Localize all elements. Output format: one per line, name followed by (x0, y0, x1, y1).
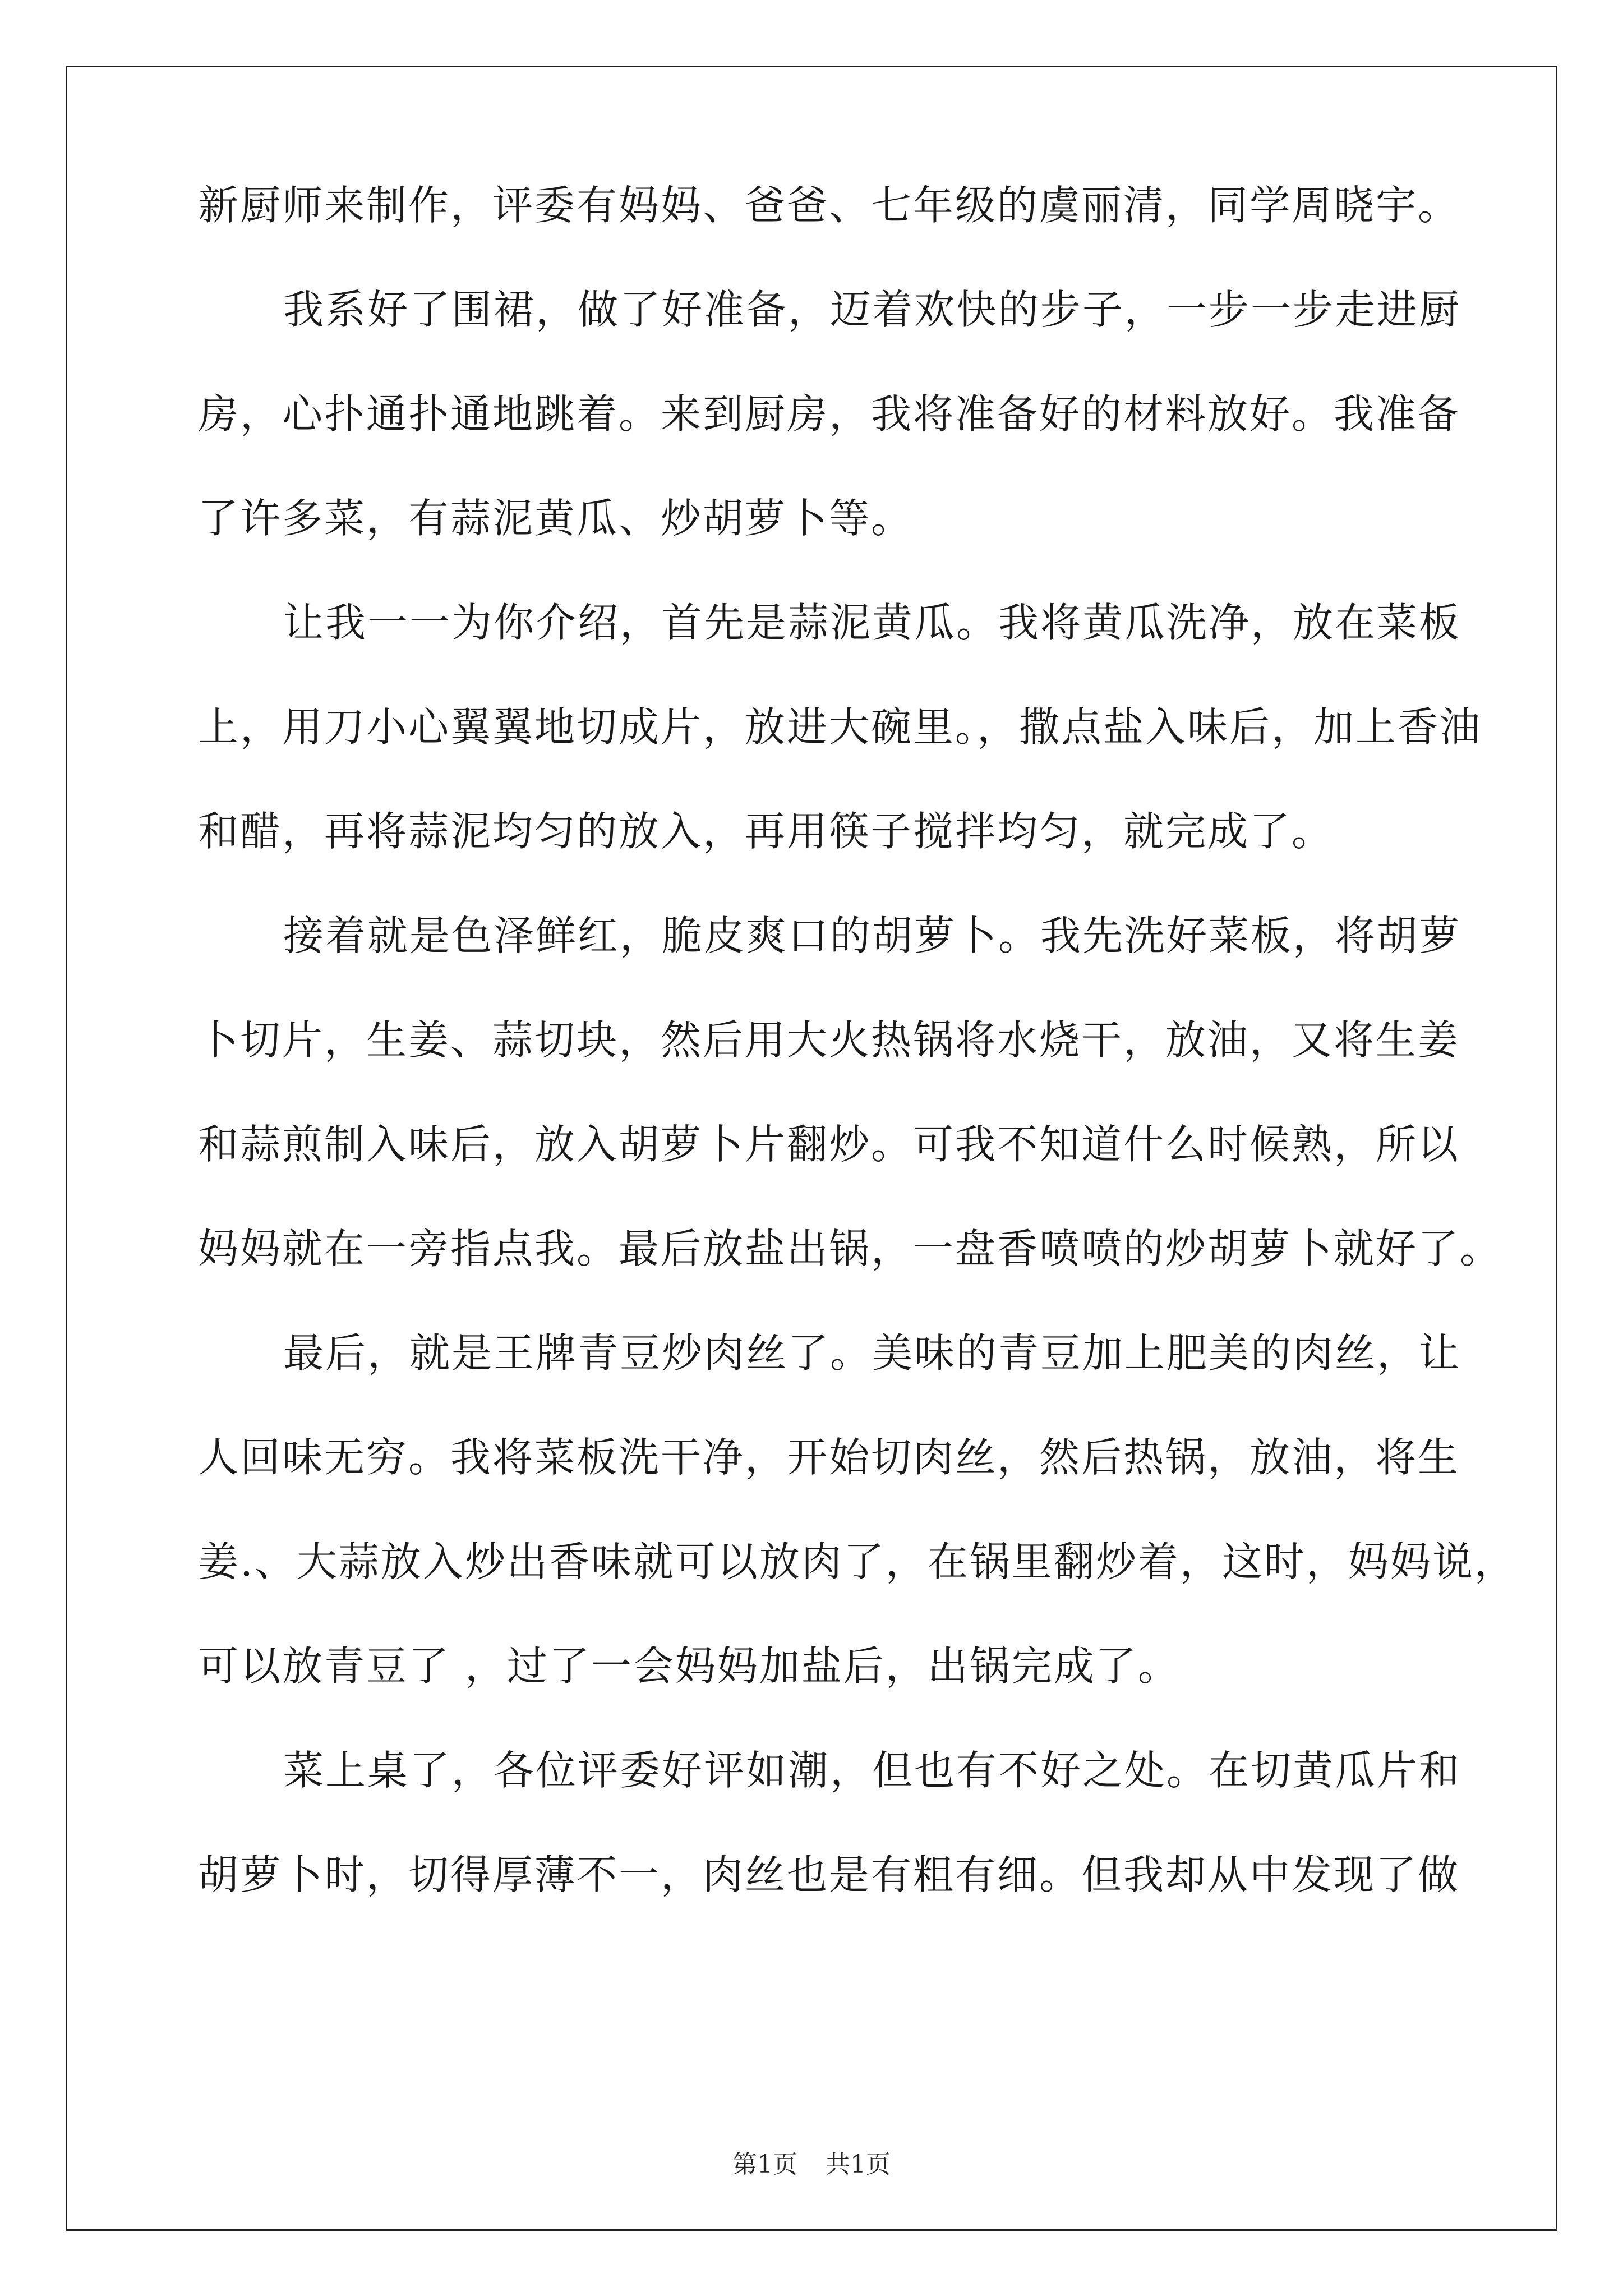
text-line: 我系好了围裙，做了好准备，迈着欢快的步子，一步一步走进厨 (283, 286, 1461, 333)
text-line: 妈妈就在一旁指点我。最后放盐出锅，一盘香喷喷的炒胡萝卜就好了。 (198, 1225, 1502, 1272)
text-line: 姜.、大蒜放入炒出香味就可以放肉了，在锅里翻炒着，这时，妈妈说， (198, 1538, 1516, 1585)
text-line: 人回味无穷。我将菜板洗干净，开始切肉丝，然后热锅，放油，将生 (198, 1434, 1460, 1481)
text-line: 可以放青豆了 ，过了一会妈妈加盐后，出锅完成了。 (198, 1642, 1180, 1690)
text-line: 胡萝卜时，切得厚薄不一，肉丝也是有粗有细。但我却从中发现了做 (198, 1851, 1460, 1898)
text-line: 接着就是色泽鲜红，脆皮爽口的胡萝卜。我先洗好菜板，将胡萝 (283, 912, 1461, 959)
page-number: 第1页 (732, 2150, 797, 2179)
text-line: 新厨师来制作，评委有妈妈、爸爸、七年级的虞丽清，同学周晓宇。 (198, 182, 1460, 229)
text-line: 让我一一为你介绍，首先是蒜泥黄瓜。我将黄瓜洗净，放在菜板 (283, 599, 1461, 646)
text-line: 上，用刀小心翼翼地切成片，放进大碗里。，撒点盐入味后，加上香油 (198, 703, 1482, 751)
text-line: 菜上桌了，各位评委好评如潮，但也有不好之处。在切黄瓜片和 (283, 1747, 1461, 1794)
text-line: 了许多菜，有蒜泥黄瓜、炒胡萝卜等。 (198, 495, 914, 542)
page-total: 共1页 (826, 2150, 891, 2179)
text-line: 最后，就是王牌青豆炒肉丝了。美味的青豆加上肥美的肉丝，让 (283, 1329, 1461, 1377)
text-line: 房，心扑通扑通地跳着。来到厨房，我将准备好的材料放好。我准备 (198, 390, 1460, 438)
text-line: 和醋，再将蒜泥均匀的放入，再用筷子搅拌均匀，就完成了。 (198, 808, 1334, 855)
text-line: 卜切片，生姜、蒜切块，然后用大火热锅将水烧干，放油，又将生姜 (198, 1016, 1460, 1064)
page-footer (0, 2144, 1623, 2180)
text-line: 和蒜煎制入味后，放入胡萝卜片翻炒。可我不知道什么时候熟，所以 (198, 1121, 1460, 1168)
